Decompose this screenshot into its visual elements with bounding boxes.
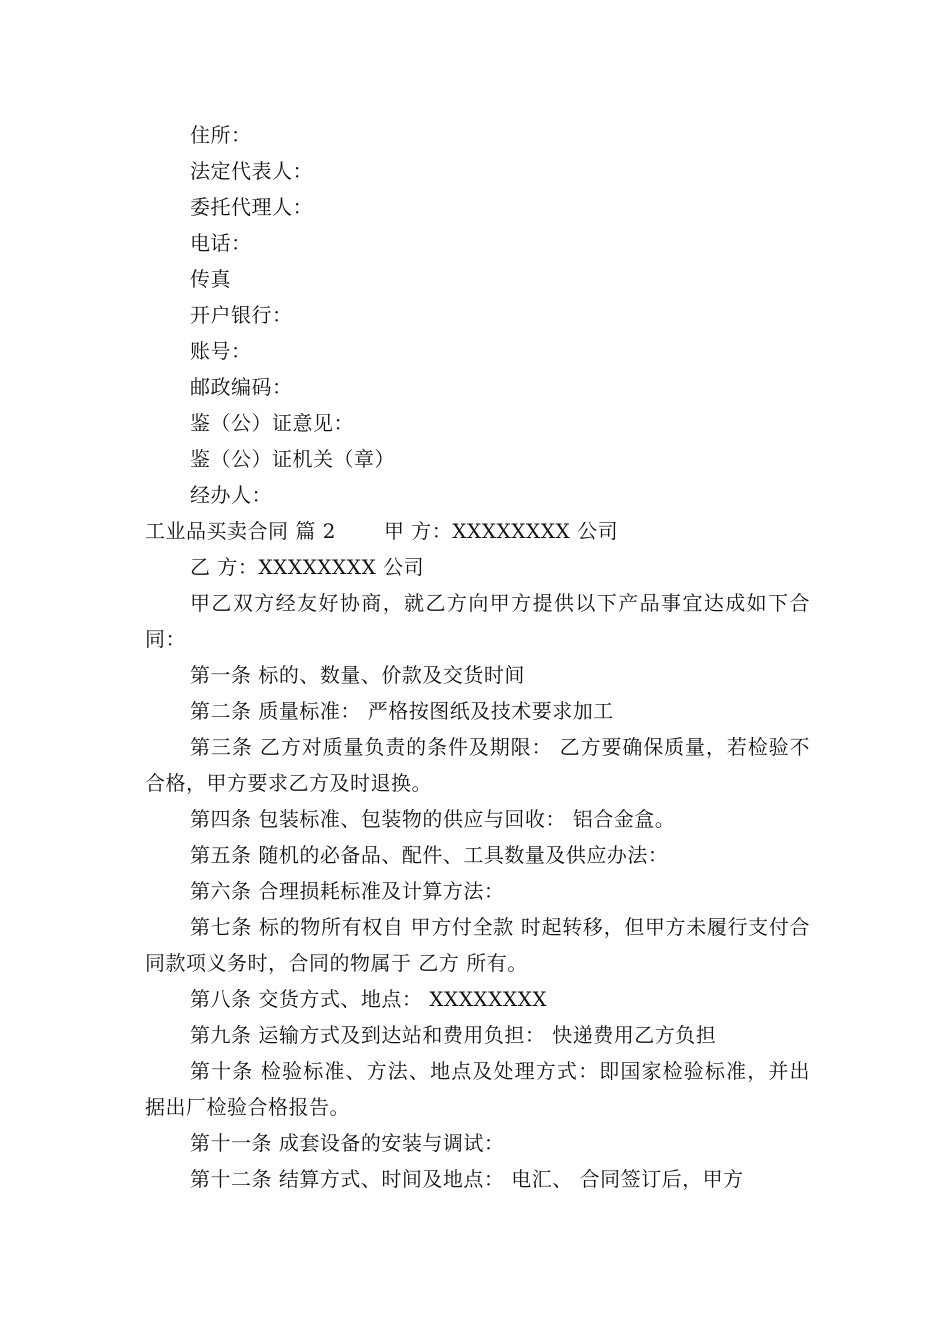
contract-heading-row xyxy=(145,513,810,549)
clause-11: 第十一条 成套设备的安装与调试： xyxy=(190,1131,505,1155)
clause-2: 第二条 质量标准： 严格按图纸及技术要求加工 xyxy=(190,699,614,723)
notarization-office-line: 鉴（公）证机关（章） xyxy=(190,447,395,471)
party-b-line: 乙 方：XXXXXXXX 公司 xyxy=(190,555,425,579)
notarization-opinion-line: 鉴（公）证意见： xyxy=(190,411,354,435)
party-a-line: 甲 方：XXXXXXXX 公司 xyxy=(383,519,619,543)
clause-4: 第四条 包装标准、包装物的供应与回收： 铝合金盒。 xyxy=(190,807,676,831)
party-legal-rep-line: 法定代表人： xyxy=(190,159,313,183)
party-bank-line: 开户银行： xyxy=(190,303,293,327)
party-phone-line: 电话： xyxy=(190,231,252,255)
contract-heading: 工业品买卖合同 篇 2 xyxy=(145,519,336,543)
clause-3: 第三条 乙方对质量负责的条件及期限： 乙方要确保质量，若检验不合格，甲方要求乙方及时退换。 xyxy=(145,735,810,795)
clause-10: 第十条 检验标准、方法、地点及处理方式：即国家检验标准，并出据出厂检验合格报告。 xyxy=(145,1059,810,1119)
clause-12: 第十二条 结算方式、时间及地点： 电汇、 合同签订后，甲方 xyxy=(190,1167,744,1191)
clause-6: 第六条 合理损耗标准及计算方法： xyxy=(190,879,505,903)
party-address-line: 住所： xyxy=(190,123,252,147)
clause-5: 第五条 随机的必备品、配件、工具数量及供应办法： xyxy=(190,843,669,867)
clause-9: 第九条 运输方式及到达站和费用负担： 快递费用乙方负担 xyxy=(190,1023,717,1047)
party-account-line: 账号： xyxy=(190,339,252,363)
handler-line: 经办人： xyxy=(190,483,272,507)
party-fax-line: 传真 xyxy=(190,267,231,291)
clause-8: 第八条 交货方式、地点： XXXXXXXX xyxy=(190,987,548,1011)
clause-7: 第七条 标的物所有权自 甲方付全款 时起转移，但甲方未履行支付合同款项义务时，合同的物属于 乙方 所有。 xyxy=(145,915,810,975)
document-body xyxy=(145,117,810,1197)
contract-intro-paragraph: 甲乙双方经友好协商，就乙方向甲方提供以下产品事宜达成如下合同： xyxy=(145,591,810,651)
party-postcode-line: 邮政编码： xyxy=(190,375,293,399)
clause-1: 第一条 标的、数量、价款及交货时间 xyxy=(190,663,525,687)
party-agent-line: 委托代理人： xyxy=(190,195,313,219)
